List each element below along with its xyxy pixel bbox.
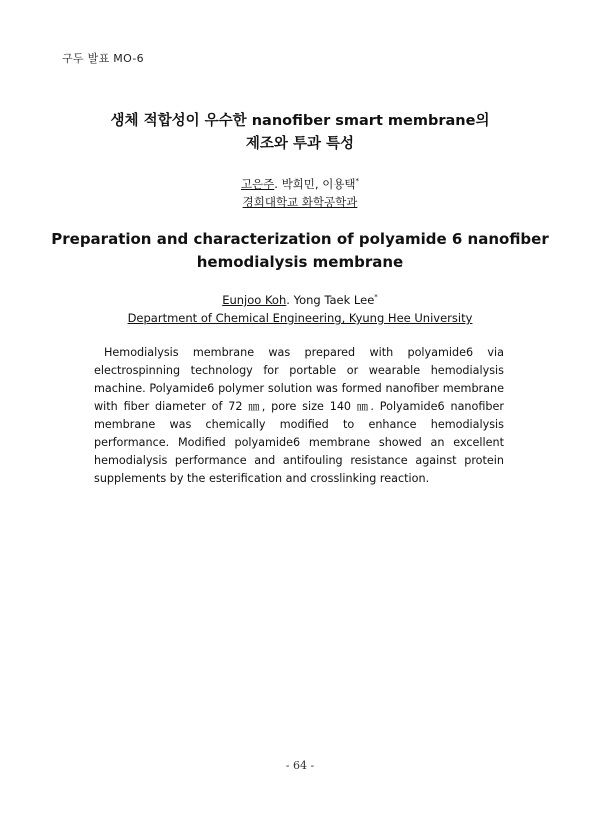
english-title bbox=[0, 228, 600, 274]
korean-title bbox=[0, 110, 600, 156]
english-title-line2: hemodialysis membrane bbox=[196, 253, 404, 271]
korean-title-line1: 생체 적합성이 우수한 nanofiber smart membrane의 bbox=[110, 113, 490, 129]
page-number: - 64 - bbox=[285, 759, 315, 772]
korean-affiliation: 경희대학교 화학공학과 bbox=[242, 195, 358, 209]
korean-authors bbox=[0, 175, 600, 193]
english-affiliation: Department of Chemical Engineering, Kyung Hee University bbox=[127, 311, 473, 325]
abstract-paragraph: Hemodialysis membrane was prepared with polyamide6 via electrospinning technology for portable or wearable hemodialysis machine. Polyamide6 polymer solution was formed nanofiber membrane with fiber diameter of 72 ㎚, pore size 140 ㎚. Polyamide6 nanofiber membrane was chemically modified to enhance hemodialysis performance. Modified polyamide6 membrane showed an excellent hemodialysis performance and antifouling resistance against protein supplements by the esterification and crosslinking reaction. bbox=[94, 346, 504, 485]
english-corresponding-mark: * bbox=[374, 293, 378, 302]
korean-corresponding-mark: * bbox=[355, 177, 360, 186]
english-title-line1: Preparation and characterization of polyamide 6 nanofiber bbox=[51, 230, 549, 248]
korean-authors-block bbox=[0, 175, 600, 211]
english-authors bbox=[0, 291, 600, 309]
session-label: 구두 발표 MO-6 bbox=[62, 52, 144, 65]
korean-first-author: 고은주 bbox=[240, 177, 275, 191]
english-first-author: Eunjoo Koh bbox=[222, 293, 287, 307]
english-other-authors: . Yong Taek Lee bbox=[286, 293, 375, 307]
english-authors-block bbox=[0, 291, 600, 327]
korean-title-line2: 제조와 투과 특성 bbox=[245, 136, 355, 152]
korean-other-authors: . 박희민, 이용택 bbox=[274, 177, 356, 191]
